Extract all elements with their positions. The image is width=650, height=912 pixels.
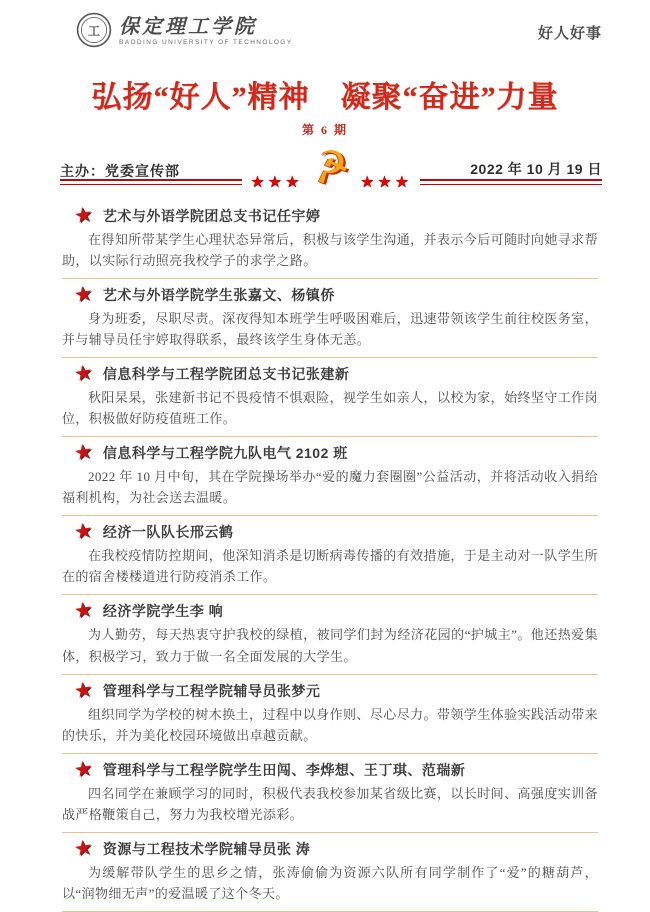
item-divider [62,832,598,833]
star-icon: ★ [72,756,95,782]
stars-left-icon: ★★★ [250,174,303,191]
item-divider [62,357,598,358]
item-heading-row [72,756,598,782]
star-icon: ★ [72,439,95,466]
double-rule-left [60,179,242,185]
star-icon: ★ [72,281,95,308]
item-title: 信息科学与工程学院九队电气 2102 班 [102,445,348,462]
item-heading-row [72,598,598,624]
masthead-banner [60,138,602,194]
issue-number: 第 6 期 [301,123,348,137]
item-body: 为缓解带队学生的思乡之情，张涛偷偷为资源六队所有同学制作了“爱”的糖葫芦，以“润物细无声”的爱温暖了这个冬天。 [62,864,598,901]
stars-right-icon: ★★★ [359,174,412,191]
university-name [119,15,293,46]
good-deed-item [62,835,598,912]
double-rule-right [420,179,602,185]
column-label: 好人好事 [537,25,602,42]
item-divider [62,753,598,754]
item-heading-row [72,360,598,387]
item-title: 管理科学与工程学院学生田闯、李烨想、王丁琪、范瑞新 [102,761,466,778]
good-deed-item [62,677,598,754]
item-title: 资源与工程技术学院辅导员张 涛 [102,840,311,857]
star-icon: ★ [72,598,95,624]
good-deed-item [62,360,598,437]
star-icon: ★ [72,519,95,545]
item-heading-row [72,835,598,862]
star-icon: ★ [72,360,95,387]
good-deed-item [62,202,598,279]
good-deed-item [62,439,598,516]
good-deed-item [62,521,598,595]
item-title: 艺术与外语学院团总支书记任宇婷 [102,208,321,224]
item-title: 经济一队队长邢云鹤 [102,524,234,541]
item-body: 身为班委，尽职尽责。深夜得知本班学生呼吸困难后，迅速带领该学生前往校医务室，并与辅导员任宇婷取得联系，最终该学生身体无恙。 [62,311,598,348]
item-heading-row [72,439,598,466]
star-icon: ★ [72,202,95,229]
item-heading-row [72,677,598,703]
university-seal-icon [76,12,112,48]
item-divider [62,594,598,595]
university-name-en: BAODING UNIVERSITY OF TECHNOLOGY [119,38,293,46]
party-emblem-icon: ☭ [306,138,356,195]
item-body: 为人勤劳，每天热衷守护我校的绿植，被同学们封为经济花园的“护城主”。他还热爱集体，积极学习，致力于做一名全面发展的大学生。 [62,627,598,664]
good-deed-item [62,281,598,358]
item-body: 组织同学为学校的树木换土，过程中以身作则、尽心尽力。带领学生体验实践活动带来的快乐，并为美化校园环境做出卓越贡献。 [62,706,598,743]
star-icon: ★ [72,677,95,703]
newsletter-title: 弘扬“好人”精神 凝聚“奋进”力量 [91,81,559,114]
item-body: 四名同学在兼顾学习的同时，积极代表我校参加某省级比赛，以长时间、高强度实训备战严格鞭策自己，努力为我校增光添彩。 [62,785,598,822]
item-body: 在得知所带某学生心理状态异常后，积极与该学生沟通，并表示今后可随时向她寻求帮助，以实际行动照亮我校学子的求学之路。 [62,232,598,269]
item-divider [62,674,598,675]
item-title: 经济学院学生李 响 [102,603,224,620]
item-divider [62,515,598,516]
good-deed-item [62,756,598,833]
item-heading-row [72,202,598,229]
good-deed-item [62,600,598,674]
item-title: 信息科学与工程学院团总支书记张建新 [102,366,350,383]
item-body: 秋阳杲杲，张建新书记不畏疫情不惧艰险，视学生如亲人，以校为家，始终坚守工作岗位，积极做好防疫值班工作。 [62,390,598,427]
organizer-label: 主办：党委宣传部 [60,163,180,179]
good-deeds-list [0,194,650,912]
svg-text:工: 工 [87,24,101,38]
item-title: 艺术与外语学院学生张嘉文、杨镇侨 [102,287,335,304]
publication-date: 2022 年 10 月 19 日 [470,161,602,177]
item-divider [62,436,598,437]
item-heading-row [72,519,598,545]
item-divider [62,278,598,279]
item-body: 2022 年 10 月中旬，其在学院操场举办“爱的魔力套圈圈”公益活动，并将活动收入捐给福利机构，为社会送去温暖。 [62,469,598,506]
item-title: 管理科学与工程学院辅导员张梦元 [102,682,321,699]
university-name-cn: 保定理工学院 [119,13,257,38]
university-logo [76,12,293,48]
item-body: 在我校疫情防控期间，他深知消杀是切断病毒传播的有效措施，于是主动对一队学生所在的宿舍楼楼道进行防疫消杀工作。 [62,548,598,585]
item-heading-row [72,281,598,308]
page-header [0,0,650,64]
star-icon: ★ [72,835,95,862]
